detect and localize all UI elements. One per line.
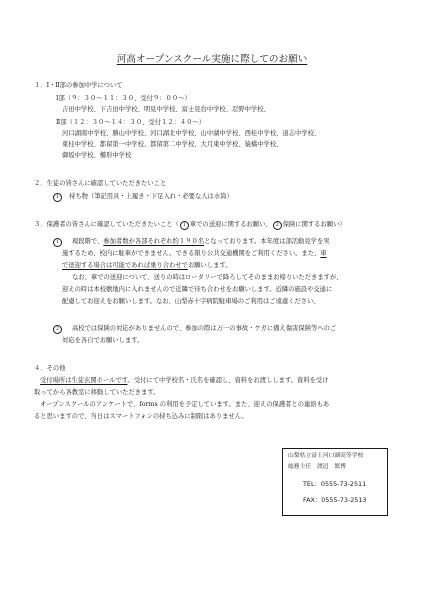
p2-number: 2 [53, 325, 62, 334]
part-2-schools-line-1: 河口湖南中学校、勝山中学校、河口湖北中学校、山中湖中学校、西桂中学校、道志中学校、 [62, 130, 321, 137]
contact-person: 総務主任 渡辺 繁博 [288, 464, 346, 470]
circled-number-1: 1 [53, 193, 62, 202]
section-3-heading-c: 保険に関するお願い [282, 221, 340, 228]
circled-number-2 [52, 325, 63, 334]
section-3-heading [34, 221, 346, 230]
part-2-schools-line-2: 東桂中学校、都留第一中学校、都留第二中学校、大月東中学校、猿橋中学校、 [62, 141, 283, 148]
school-name: 山梨県立富士河口湖高等学校 [288, 453, 364, 459]
s4-line-3: オープンスクールのアンケートで、forms の利用を予定しています。また、迎えの保護者との連絡もあ [40, 401, 330, 408]
circled-number-1: 1 [180, 221, 189, 230]
p1-line-3 [62, 262, 232, 270]
page-title-text: 河高オープンスクール実施に際してのお願い [116, 54, 308, 65]
section-3-heading-b: 車での送迎に関するお願い、 [189, 221, 272, 228]
s4-line-4: ると思いますので、当日はスマートフォンの持ち込みに制限はありません。 [34, 413, 248, 420]
belongings-text: 持ち物（筆記用具・上履き・下足入れ・必要な人は水筒） [69, 193, 233, 200]
part-2-schools-line-3: 御坂中学校、櫛形中学校 [62, 152, 132, 159]
s4-line-1-text: 。受付にて中学校名・氏名を確認し、資料をお渡しします。資料を受け [127, 377, 329, 384]
p1-line-6: 配慮してお迎えをお願いします。なお、山梨赤十字病院駐車場のご利用はご遠慮ください。 [62, 298, 320, 305]
p1-line-1-c: となっております。本年度は部活動見学を実 [204, 238, 330, 245]
fax-number: FAX：0555-73-2513 [303, 496, 367, 504]
p1-line-2-underlined: 車 [320, 250, 327, 257]
carpool-request: で送迎する場合は可能であれば乗り合わせで [62, 262, 188, 269]
p1-line-5: 迎えの時は本校敷地内に入れませんので近隣で待ち合わせをお願いします。近隣の施設や交通に [62, 286, 333, 293]
section-3-heading-a: ３．保護者の皆さんに確認していただきたいこと（ [34, 221, 179, 228]
p1-line-2 [62, 250, 327, 258]
p1-line-2-text: 施するため、校内に駐車ができません。できる限り公共交通機関をご利用ください。また、 [62, 250, 321, 257]
page-title [0, 54, 424, 66]
contact-box [282, 448, 388, 516]
section-2-item-1 [52, 193, 233, 202]
p1-line-4: なお、車での送迎について、送りの時はロータリーで降ろしてそのままお帰りいただきますが、 [72, 274, 343, 281]
part-1-time: Ⅰ部（９：３０～１１：３０、受付９：００～） [56, 95, 191, 102]
section-3-heading-d: ） [339, 221, 346, 228]
s4-line-2: 取ってから各教室に移動していただきます。 [34, 389, 160, 396]
reception-location: 受付場所は生徒玄関ホールです [40, 377, 128, 384]
circled-number-2: 2 [273, 221, 282, 230]
participant-count: 参加者数が各部それぞれ約１９０名 [103, 238, 205, 245]
section-2-heading: ２．生徒の皆さんに確認していただきたいこと [34, 180, 167, 187]
part-1-schools: 吉田中学校、下吉田中学校、明見中学校、富士見台中学校、忍野中学校、 [62, 106, 270, 113]
section-4-heading: ４．その他 [34, 365, 66, 372]
p1-line-1-a: 現段階で、 [72, 238, 104, 245]
s4-line-1 [40, 377, 329, 385]
p1-number: 1 [53, 238, 62, 247]
p1-line-1 [72, 238, 330, 246]
p1-line-3-text: お願いします。 [187, 262, 232, 269]
phone-number: TEL：0555-73-2511 [303, 480, 367, 488]
p2-line-1: 高校では保険の対応がありませんので、参加の際は万一の事故・ケガに備え傷害保険等へのご [72, 325, 337, 332]
p2-line-2: 対応を各自でお願いします。 [62, 337, 144, 344]
part-2-time: Ⅱ部（１２：３０～１４：３０、受付１２：４０～） [56, 119, 206, 126]
section-1-heading: １．Ⅰ・Ⅱ部の参加中学について [34, 82, 123, 89]
circled-number-1 [52, 238, 63, 247]
